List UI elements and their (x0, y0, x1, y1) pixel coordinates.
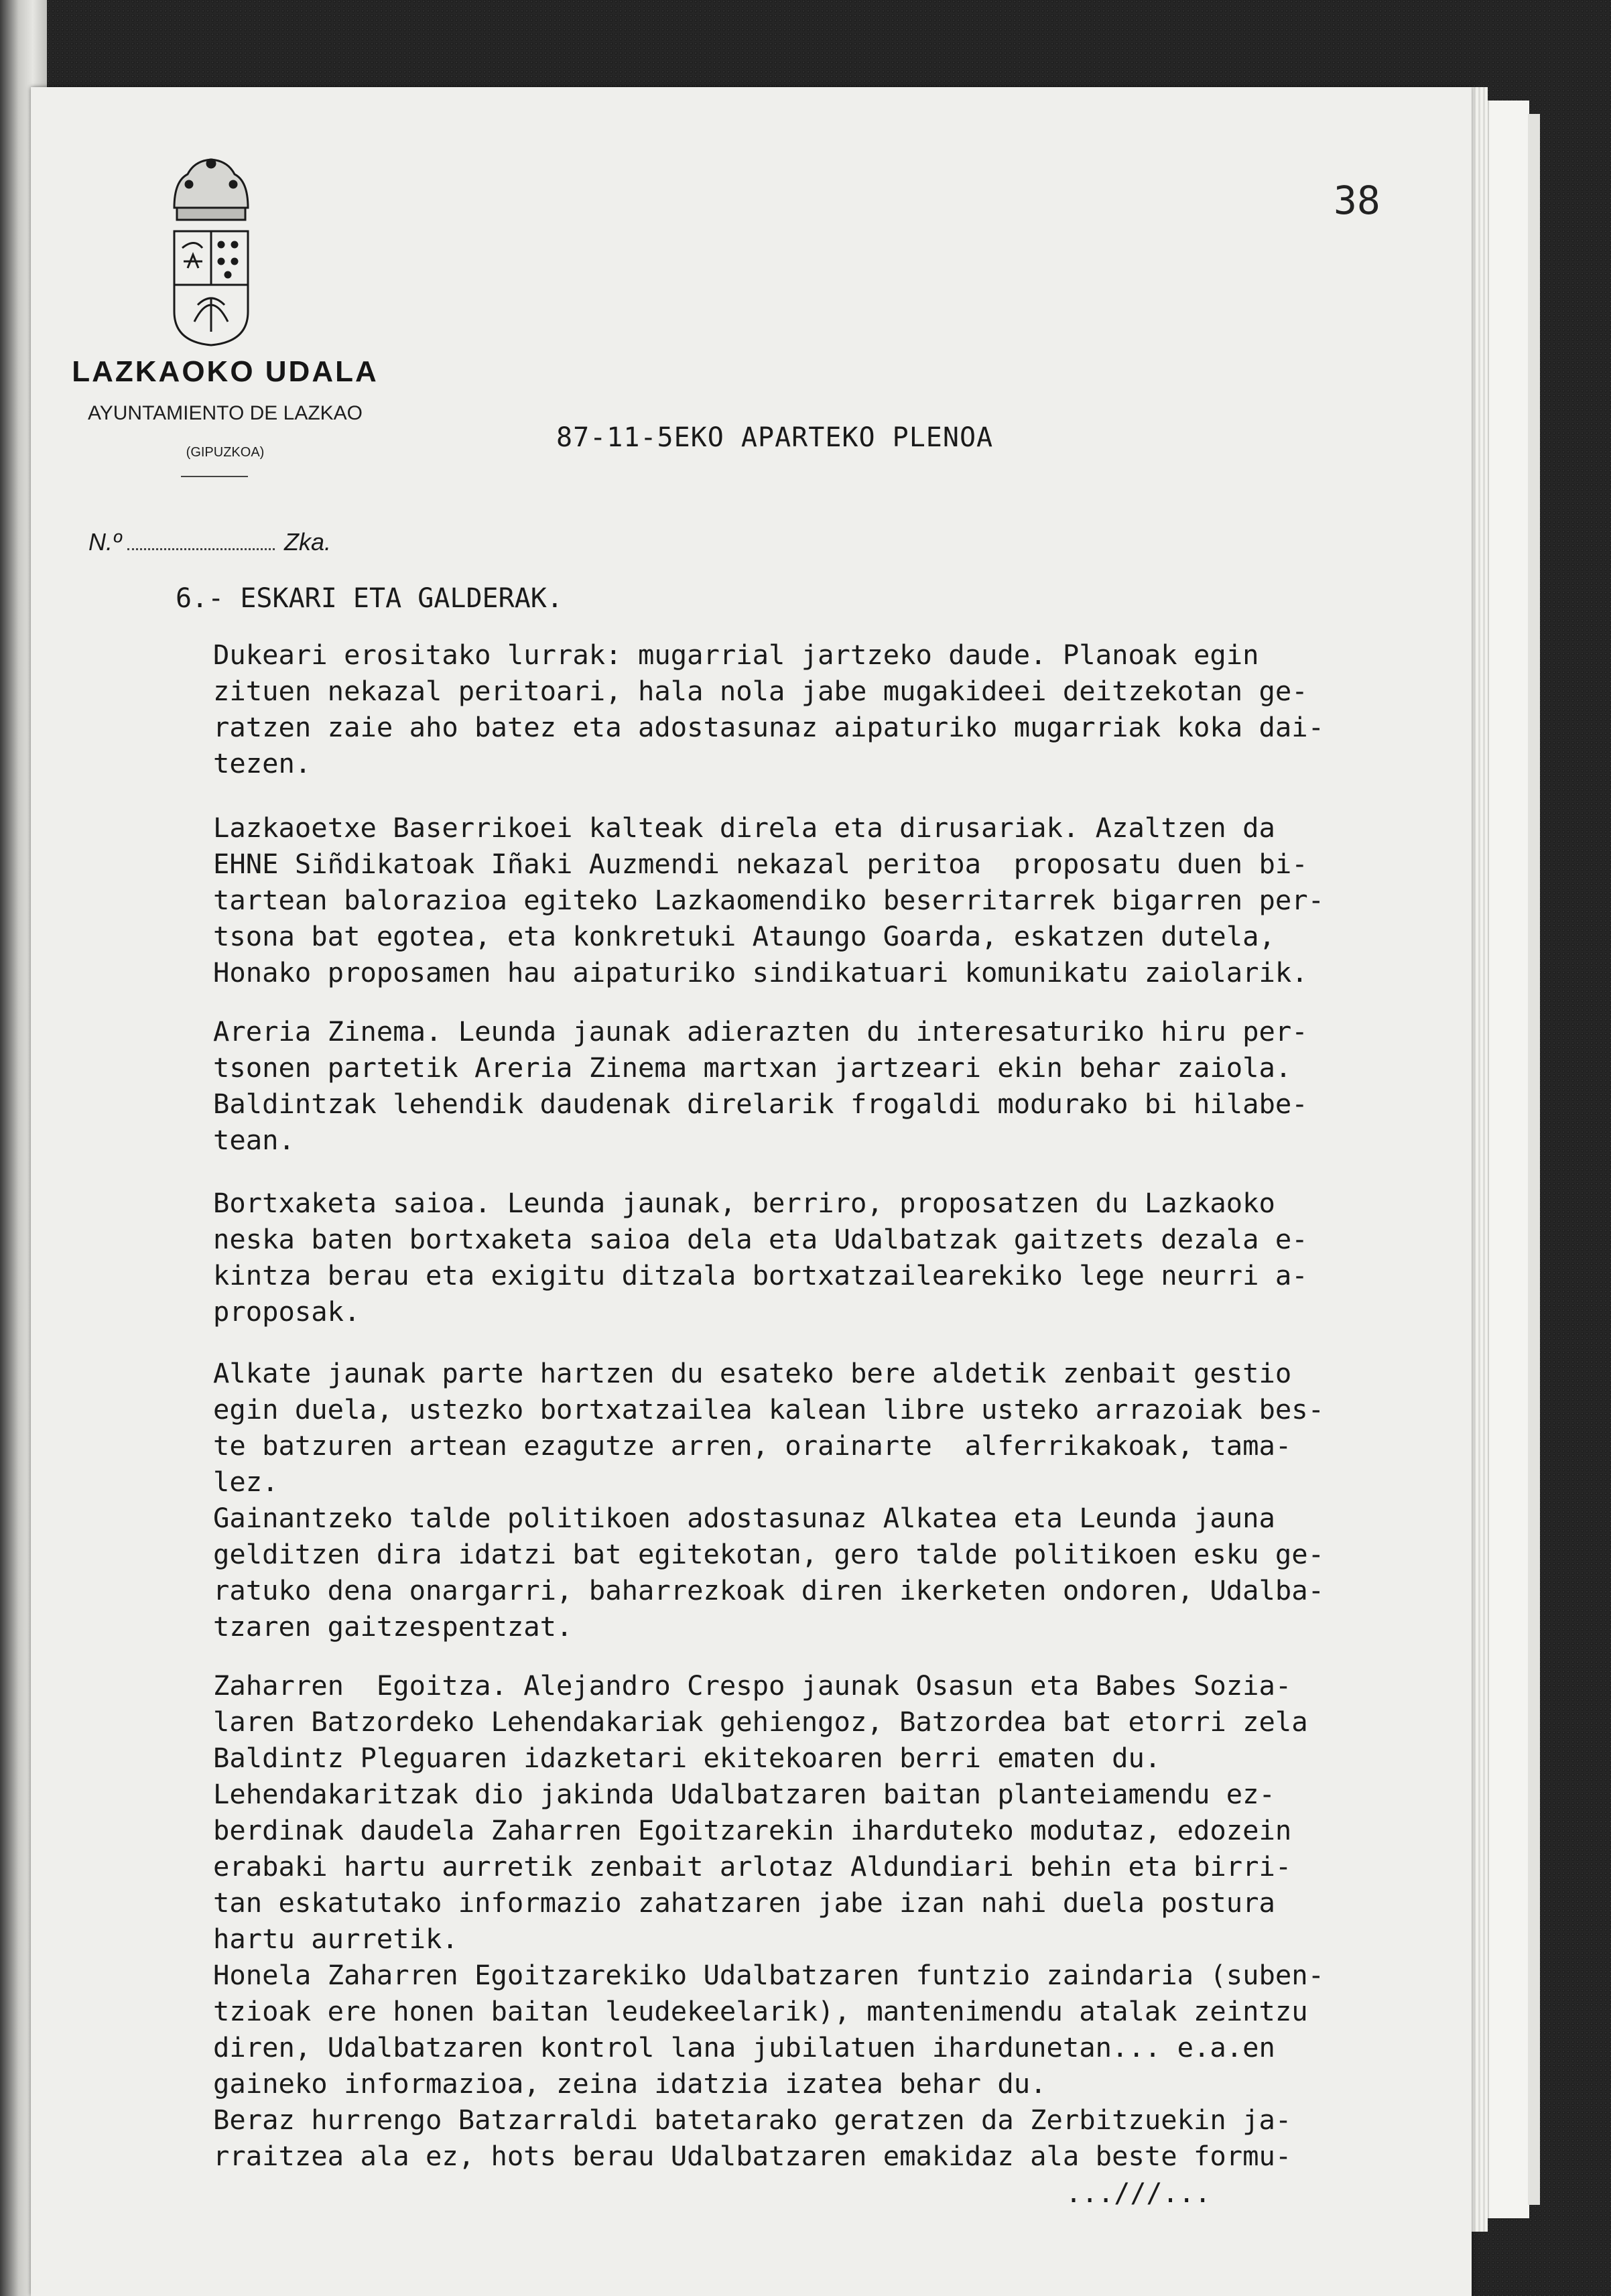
text-line: hartu aurretik. (213, 1923, 458, 1955)
paragraph-lands (213, 637, 1460, 781)
text-line: tan eskatutako informazio zahatzaren jabe izan nahi duela postura (213, 1887, 1275, 1919)
text-line: gaineko informazioa, zeina idatzia izatea behar du. (213, 2067, 1047, 2100)
number-dotted-line (127, 548, 275, 550)
text-line: zituen nekazal peritoari, hala nola jabe mugakideei deitzekotan ge- (213, 675, 1308, 707)
paragraph-bortxaketa (213, 1185, 1460, 1330)
text-line: kintza berau eta exigitu ditzala bortxatzailearekiko lege neurri a- (213, 1259, 1308, 1291)
text-line: Baldintzak lehendik daudenak direlarik frogaldi modurako bi hilabe- (213, 1088, 1308, 1120)
text-line: tezen. (213, 747, 312, 779)
page-stack-edge-2 (1488, 101, 1529, 2218)
text-line: berdinak daudela Zaharren Egoitzarekin iharduteko modutaz, edozein (213, 1814, 1292, 1846)
text-line: tartean balorazioa egiteko Lazkaomendiko beserritarrek bigarren per- (213, 884, 1325, 916)
text-line: tzaren gaitzespentzat. (213, 1610, 573, 1643)
paragraph-alkate (213, 1355, 1460, 1645)
document-title: 87-11-5EKO APARTEKO PLENOA (556, 422, 994, 453)
text-line: Lazkaoetxe Baserrikoei kalteak direla eta dirusariak. Azaltzen da (213, 812, 1275, 844)
org-province: (GIPUZKOA) (186, 445, 265, 460)
paragraph-zaharren (213, 1667, 1460, 2174)
text-line: EHNE Siñdikatoak Iñaki Auzmendi nekazal peritoa proposatu duen bi- (213, 848, 1308, 880)
text-line: Alkate jaunak parte hartzen du esateko bere aldetik zenbait gestio (213, 1357, 1292, 1389)
text-line: Dukeari erositako lurrak: mugarrial jartzeko daude. Planoak egin (213, 639, 1259, 671)
text-line: Honako proposamen hau aipaturiko sindikatuari komunikatu zaiolarik. (213, 956, 1308, 988)
text-line: te batzuren artean ezagutze arren, orainarte alferrikakoak, tama- (213, 1429, 1292, 1462)
page-stack-edge-3 (1528, 114, 1540, 2205)
org-subtitle: AYUNTAMIENTO DE LAZKAO (87, 402, 363, 424)
text-line: Zaharren Egoitza. Alejandro Crespo jaunak Osasun eta Babes Sozia- (213, 1669, 1292, 1702)
text-line: erabaki hartu aurretik zenbait arlotaz Aldundiari behin eta birri- (213, 1850, 1292, 1883)
text-line: Baldintz Pleguaren idazketari ekitekoaren berri ematen du. (213, 1742, 1161, 1774)
text-line: proposak. (213, 1295, 361, 1328)
text-line: egin duela, ustezko bortxatzailea kalean libre usteko arrazoiak bes- (213, 1393, 1325, 1425)
header-divider (181, 476, 248, 477)
page-number: 38 (1334, 178, 1380, 223)
org-name: LAZKAOKO UDALA (72, 355, 379, 388)
text-line: Gainantzeko talde politikoen adostasunaz Alkatea eta Leunda jauna (213, 1502, 1275, 1534)
section-heading: 6.- ESKARI ETA GALDERAK. (176, 583, 563, 614)
text-line: Areria Zinema. Leunda jaunak adierazten du interesaturiko hiru per- (213, 1015, 1308, 1047)
text-line: gelditzen dira idatzi bat egitekotan, gero talde politikoen esku ge- (213, 1538, 1325, 1570)
text-line: diren, Udalbatzaren kontrol lana jubilatuen ihardunetan... e.a.en (213, 2031, 1275, 2063)
text-line: Honela Zaharren Egoitzarekiko Udalbatzaren funtzio zaindaria (suben- (213, 1959, 1325, 1991)
paragraph-zinema (213, 1013, 1460, 1158)
text-line: ratuko dena onargarri, baharrezkoak diren ikerketen ondoren, Udalba- (213, 1574, 1325, 1606)
document-number-field (88, 528, 357, 558)
zka-label: Zka. (284, 528, 332, 556)
text-line: lez. (213, 1466, 279, 1498)
text-line: Bortxaketa saioa. Leunda jaunak, berriro, proposatzen du Lazkaoko (213, 1187, 1275, 1219)
coat-of-arms-icon (168, 154, 255, 348)
text-line: Beraz hurrengo Batzarraldi batetarako geratzen da Zerbitzuekin ja- (213, 2104, 1292, 2136)
number-label: N.º (88, 528, 122, 556)
paragraph-baserri (213, 810, 1460, 991)
text-line: ratzen zaie aho batez eta adostasunaz aipaturiko mugarriak koka dai- (213, 711, 1325, 743)
text-line: Lehendakaritzak dio jakinda Udalbatzaren baitan planteiamendu ez- (213, 1778, 1275, 1810)
text-line: tzioak ere honen baitan leudekeelarik), mantenimendu atalak zeintzu (213, 1995, 1308, 2027)
text-line: tsona bat egotea, eta konkretuki Ataungo Goarda, eskatzen dutela, (213, 920, 1275, 952)
text-line: tsonen partetik Areria Zinema martxan jartzeari ekin behar zaiola. (213, 1051, 1292, 1084)
text-line: tean. (213, 1124, 295, 1156)
continued-marker: ...///... (1066, 2178, 1211, 2209)
text-line: laren Batzordeko Lehendakariak gehiengoz, Batzordea bat etorri zela (213, 1706, 1308, 1738)
text-line: rraitzea ala ez, hots berau Udalbatzaren emakidaz ala beste formu- (213, 2140, 1292, 2172)
text-line: neska baten bortxaketa saioa dela eta Udalbatzak gaitzets dezala e- (213, 1223, 1308, 1255)
